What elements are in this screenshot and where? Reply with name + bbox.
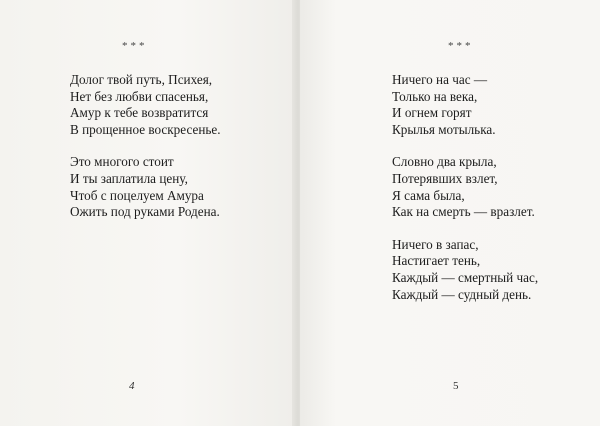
poem-line: Как на смерть — вразлет.	[392, 204, 535, 220]
poem-line: Потерявших взлет,	[392, 170, 498, 186]
poem-line: Амур к тебе возвратится	[70, 105, 209, 121]
page-number: 4	[129, 380, 135, 392]
poem-line: И огнем горят	[392, 105, 472, 121]
poem-line: Это многого стоит	[70, 154, 174, 170]
page-number: 5	[453, 380, 459, 392]
stanza	[70, 154, 221, 220]
section-ornament: ***	[448, 40, 474, 52]
poem-line: Я сама была,	[392, 187, 465, 203]
poem-line: Словно два крыла,	[392, 154, 497, 170]
poem-line: Только на века,	[392, 88, 478, 104]
poem-line: Ничего на час —	[392, 72, 488, 87]
poem-line: Нет без любви спасенья,	[70, 88, 209, 104]
stanza	[392, 72, 538, 138]
section-ornament: ***	[122, 40, 148, 52]
poem-line: Каждый — смертный час,	[392, 269, 539, 285]
left-page	[0, 0, 296, 426]
poem-line: Настигает тень,	[392, 253, 481, 269]
poem-line: Ожить под руками Родена.	[70, 204, 220, 220]
poem-left	[70, 72, 221, 237]
poem-right	[392, 72, 538, 319]
stanza	[70, 72, 221, 138]
poem-line: Крылья мотылька.	[392, 121, 496, 137]
poem-line: И ты заплатила цену,	[70, 170, 188, 186]
poem-line: Долог твой путь, Психея,	[70, 72, 213, 87]
poem-line: Каждый — судный день.	[392, 286, 532, 302]
stanza	[392, 154, 538, 220]
poem-line: Ничего в запас,	[392, 236, 479, 252]
right-page	[300, 0, 600, 426]
poem-line: В прощенное воскресенье.	[70, 121, 221, 137]
stanza	[392, 237, 538, 303]
poem-line: Чтоб с поцелуем Амура	[70, 187, 204, 203]
